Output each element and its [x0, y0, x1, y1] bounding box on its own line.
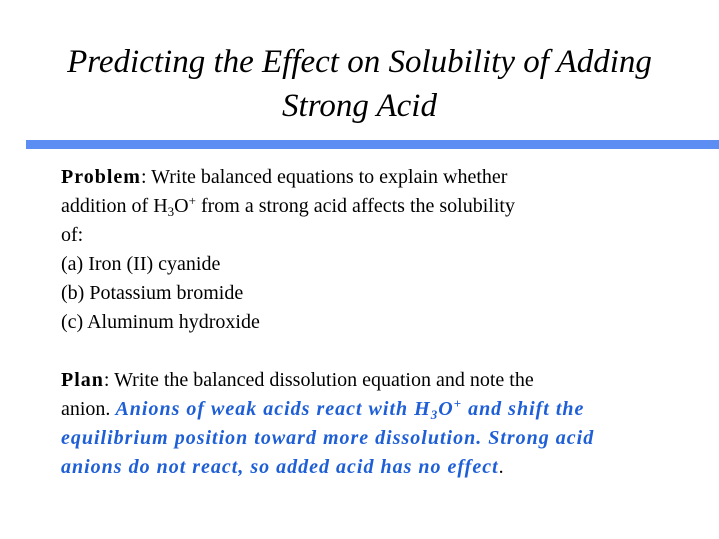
note-h3o-subscript: 3 [430, 407, 439, 422]
plan-text-1: Write the balanced dissolution equation and note the [109, 369, 534, 391]
h3o-o: O [174, 195, 189, 217]
plan-line-4 [61, 453, 711, 482]
h3o-subscript: 3 [167, 204, 175, 219]
plan-text-2: anion. [61, 398, 116, 420]
note-1b: O [438, 398, 454, 420]
plan-note-3: anions do not react, so added acid has no effect [61, 456, 499, 478]
note-1a: Anions of weak acids react with H [115, 398, 431, 420]
spacer [61, 337, 711, 366]
plan-note-1 [115, 398, 584, 420]
problem-item-b: (b) Potassium bromide [61, 282, 244, 304]
plan-separator: : [103, 369, 110, 391]
problem-text-2b: from a strong acid affects the solubility [195, 195, 515, 217]
note-1c: and shift the [462, 398, 585, 420]
note-h3o-charge: + [453, 396, 463, 411]
slide-body [61, 163, 711, 482]
problem-line-2 [61, 192, 711, 221]
plan-note-end: . [498, 456, 504, 478]
plan-label: Plan [61, 369, 104, 391]
accent-bar [26, 140, 719, 149]
title-line-1: Predicting the Effect on Solubility of Adding [67, 44, 652, 80]
problem-text-2a: addition of H [61, 195, 168, 217]
problem-line-1 [61, 163, 711, 192]
plan-line-2 [61, 395, 711, 424]
slide-title [0, 40, 719, 128]
h3o-charge: + [188, 193, 196, 208]
problem-line-3: of: [61, 224, 84, 246]
plan-note-2: equilibrium position toward more dissolution. Strong acid [61, 427, 595, 449]
title-line-2: Strong Acid [282, 88, 437, 124]
problem-text-1: Write balanced equations to explain whether [146, 166, 508, 188]
problem-separator: : [140, 166, 147, 188]
plan-line-1 [61, 366, 711, 395]
plan-line-3 [61, 424, 711, 453]
problem-item-c: (c) Aluminum hydroxide [61, 311, 260, 333]
problem-item-a: (a) Iron (II) cyanide [61, 253, 221, 275]
problem-label: Problem [61, 166, 141, 188]
